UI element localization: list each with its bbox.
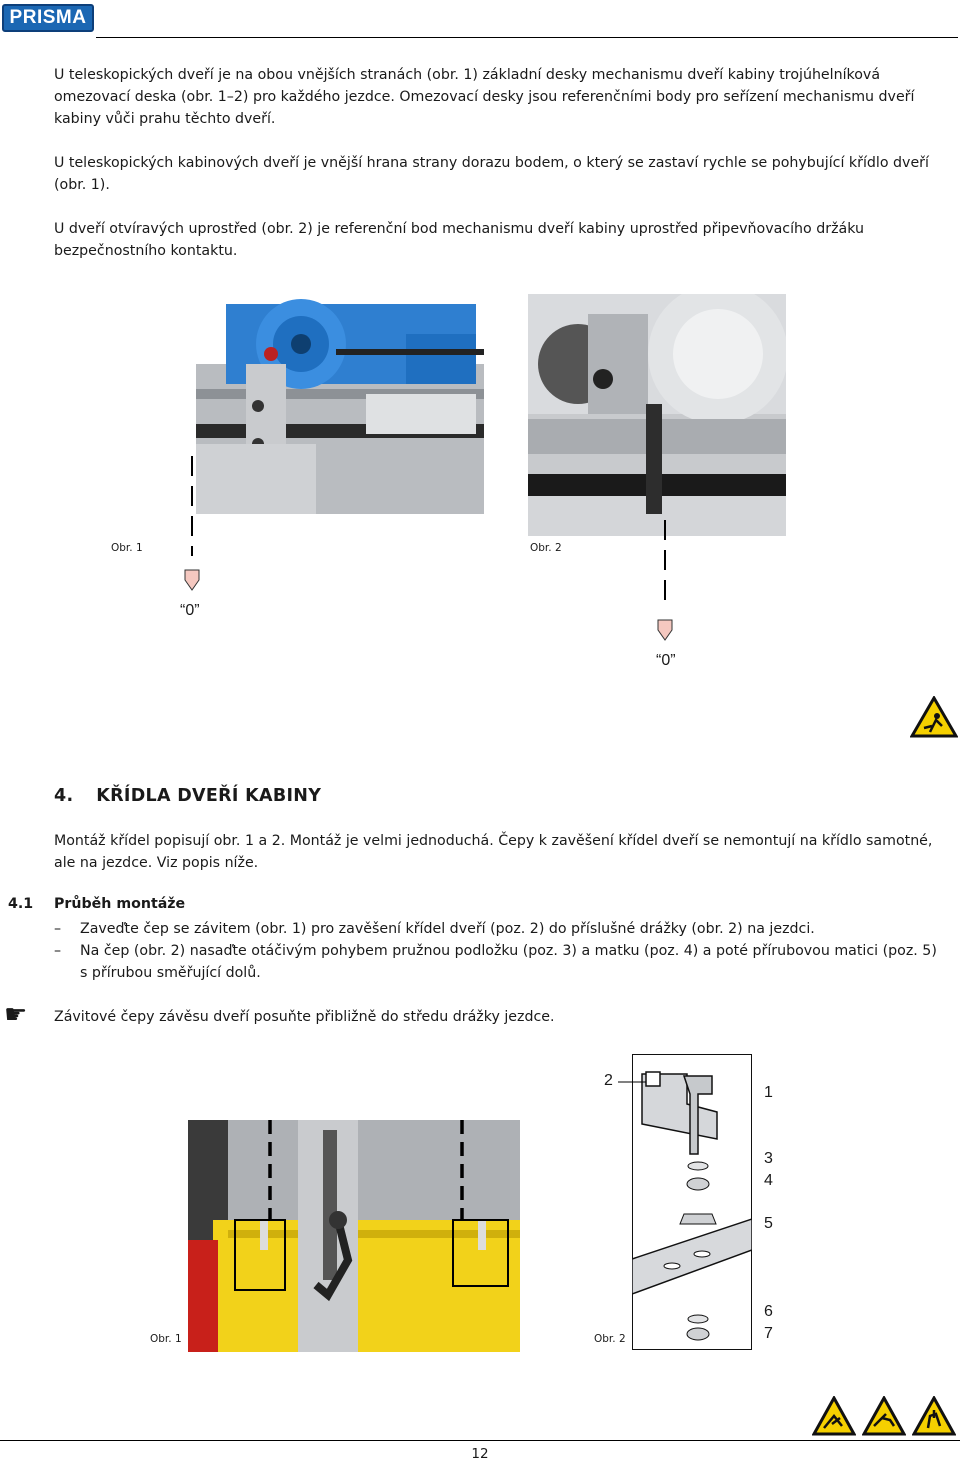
- section-number: 4.: [54, 786, 74, 806]
- warning-fall-hazard-icon: [910, 696, 958, 738]
- figure-2-caption: Obr. 2: [530, 542, 562, 554]
- figure-2-photo: [528, 294, 786, 536]
- bottom-figure-1-caption: Obr. 1: [150, 1333, 182, 1345]
- position-label-4: 4: [764, 1172, 773, 1189]
- subsection-number: 4.1: [8, 896, 34, 912]
- section-title: KŘÍDLA DVEŘÍ KABINY: [96, 786, 322, 806]
- position-label-5: 5: [764, 1215, 773, 1232]
- position-label-6: 6: [764, 1303, 773, 1320]
- bottom-figure-2-caption: Obr. 2: [594, 1333, 626, 1345]
- position-label-2: 2: [604, 1072, 613, 1089]
- paragraph-3: U dveří otvíravých uprostřed (obr. 2) je referenční bod mechanismu dveří kabiny uprostřed připevňovacího držáku bezpečnostního kontaktu.: [54, 221, 864, 259]
- list-item-dash: –: [54, 943, 62, 959]
- position-2-leader: [618, 1080, 646, 1084]
- note-text: Závitové čepy závěsu dveří posuňte přibližně do středu drážky jezdce.: [54, 1009, 555, 1025]
- page-number: 12: [471, 1446, 489, 1462]
- hanger-bolt-exploded-drawing: [632, 1054, 752, 1350]
- subsection-title: Průběh montáže: [54, 896, 186, 912]
- paragraph-1: U teleskopických dveří je na obou vnějších stranách (obr. 1) základní desky mechanismu dveří kabiny trojúhelníková omezovací deska (obr. 1–2) pro každého jezdce. Omezovací desky jsou referenčními body pro seřízení mechanismu dveří kabiny vůči prahu těchto dveří.: [54, 67, 915, 127]
- figure-1-zero-label: “0”: [180, 602, 200, 619]
- warning-finger-pinch-icon: [912, 1396, 956, 1436]
- pointing-hand-icon: ☛: [4, 1000, 28, 1030]
- position-label-1: 1: [764, 1084, 773, 1101]
- figure-2-reference-line: [656, 520, 676, 646]
- paragraph-2: U teleskopických kabinových dveří je vnější hrana strany dorazu bodem, o který se zastaví rychle se pohybující křídlo dveří (obr. 1).: [54, 155, 929, 193]
- figure-1-reference-line: [184, 456, 204, 596]
- header-divider: [96, 37, 958, 38]
- figure-2-zero-label: “0”: [656, 652, 676, 669]
- section-intro: Montáž křídel popisují obr. 1 a 2. Montáž je velmi jednoduchá. Čepy k zavěšení křídel dveří se nemontují na křídlo samotné, ale na jezdce. Viz popis níže.: [54, 833, 933, 871]
- footer-divider: [0, 1440, 960, 1441]
- warning-hand-injury-icon: [862, 1396, 906, 1436]
- list-item-dash: –: [54, 921, 62, 937]
- list-item: Zaveďte čep se závitem (obr. 1) pro zavěšení křídel dveří (poz. 2) do příslušné drážky (obr. 2) na jezdci.: [80, 921, 815, 937]
- section-heading: [54, 786, 321, 806]
- figure-1-caption: Obr. 1: [111, 542, 143, 554]
- prisma-logo: PRISMA: [2, 4, 94, 32]
- list-item: Na čep (obr. 2) nasaďte otáčivým pohybem pružnou podložku (poz. 3) a matku (poz. 4) a poté přírubovou matici (poz. 5) s přírubou směřující dolů.: [80, 943, 937, 981]
- figure-1-photo: [186, 294, 484, 516]
- warning-crush-hazard-icon: [812, 1396, 856, 1436]
- position-label-3: 3: [764, 1150, 773, 1167]
- position-label-7: 7: [764, 1325, 773, 1342]
- bottom-figure-callouts: [188, 1120, 520, 1352]
